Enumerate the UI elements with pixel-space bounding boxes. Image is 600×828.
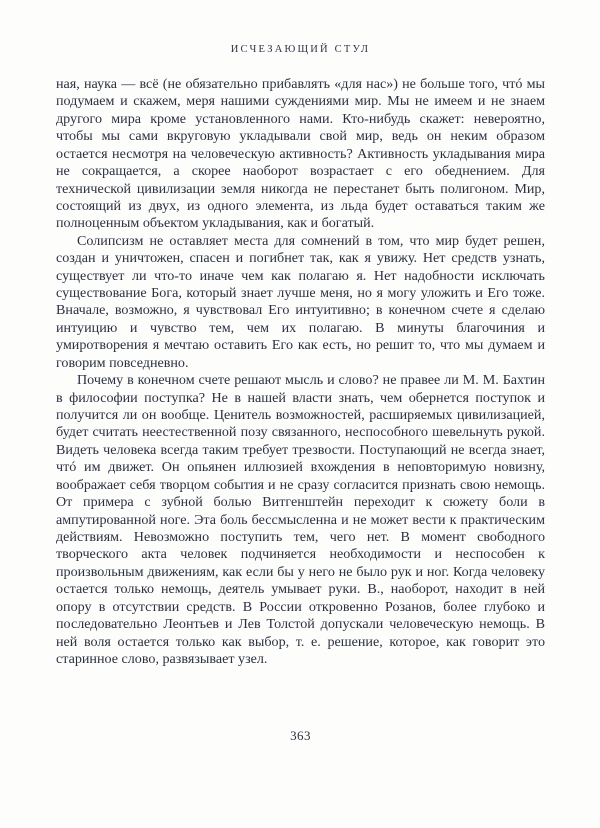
paragraph: ная, наука — всё (не обязательно прибавлять «для нас») не больше того, чтó мы подумаем и скажем, меря нашими суждениями мир. Мы не имеем и не знаем другого мира кроме установленного нами. Кто-нибудь скажет: невероятно, чтобы мы сами вкруговую укладывали свой мир, ведь он неким образом остается несмотря на человеческую активность? Активность укладывания мира не сокращается, а скорее наоборот возрастает с его обеднением. Для технической цивилизации земля никогда не перестанет быть полигоном. Мир, состоящий из двух, из одного элемента, из льда будет оставаться таким же полноценным объектом укладывания, как и богатый. bbox=[56, 76, 545, 232]
body-text bbox=[56, 76, 545, 668]
paragraph: Солипсизм не оставляет места для сомнений в том, что мир будет решен, создан и уничтожен, спасен и погибнет так, как я увижу. Нет средств узнать, существует ли что-то иначе чем как полагаю я. Нет надобности исключать существование Бога, который знает лучше меня, но я могу уложить и Его тоже. Вначале, возможно, я чувствовал Его интуитивно; в конечном счете я сделаю интуицию и чувство тем, чем их полагаю. В минуты благочиния и умиротворения я мечтаю оставить Его как есть, но решит то, что мы думаем и говорим повседневно. bbox=[56, 232, 545, 371]
paragraph: Почему в конечном счете решают мысль и слово? не правее ли М. М. Бахтин в философии поступка? Не в нашей власти знать, чем обернется поступок и получится ли он вообще. Ценитель возможностей, расширяемых цивилизацией, будет считать неестественной позу связанного, неспособного шевельнуть рукой. Видеть человека всегда таким требует трезвости. Поступающий не всегда знает, чтó им движет. Он опьянен иллюзией вхождения в неповторимую новизну, воображает себя творцом события и не сразу согласится признать свою немощь. От примера с зубной болью Витгенштейн переходит к сюжету боли в ампутированной ноге. Эта боль бессмысленна и не может вести к практическим действиям. Невозможно поступить тем, чего нет. В момент свободного творческого акта человек подчиняется необходимости и неспособен к произвольным движениям, как если бы у него не было рук и ног. Когда человеку остается только немощь, деятель умывает руки. В., наоборот, находит в ней опору в отсутствии средств. В России откровенно Розанов, более глубоко и последовательно Леонтьев и Лев Толстой допускали человеческую немощь. В ней воля остается только как выбор, т. е. решение, которое, как говорит это старинное слово, развязывает узел. bbox=[56, 372, 545, 667]
page-number: 363 bbox=[290, 728, 311, 743]
running-head: ИСЧЕЗАЮЩИЙ СТУЛ bbox=[230, 44, 371, 55]
